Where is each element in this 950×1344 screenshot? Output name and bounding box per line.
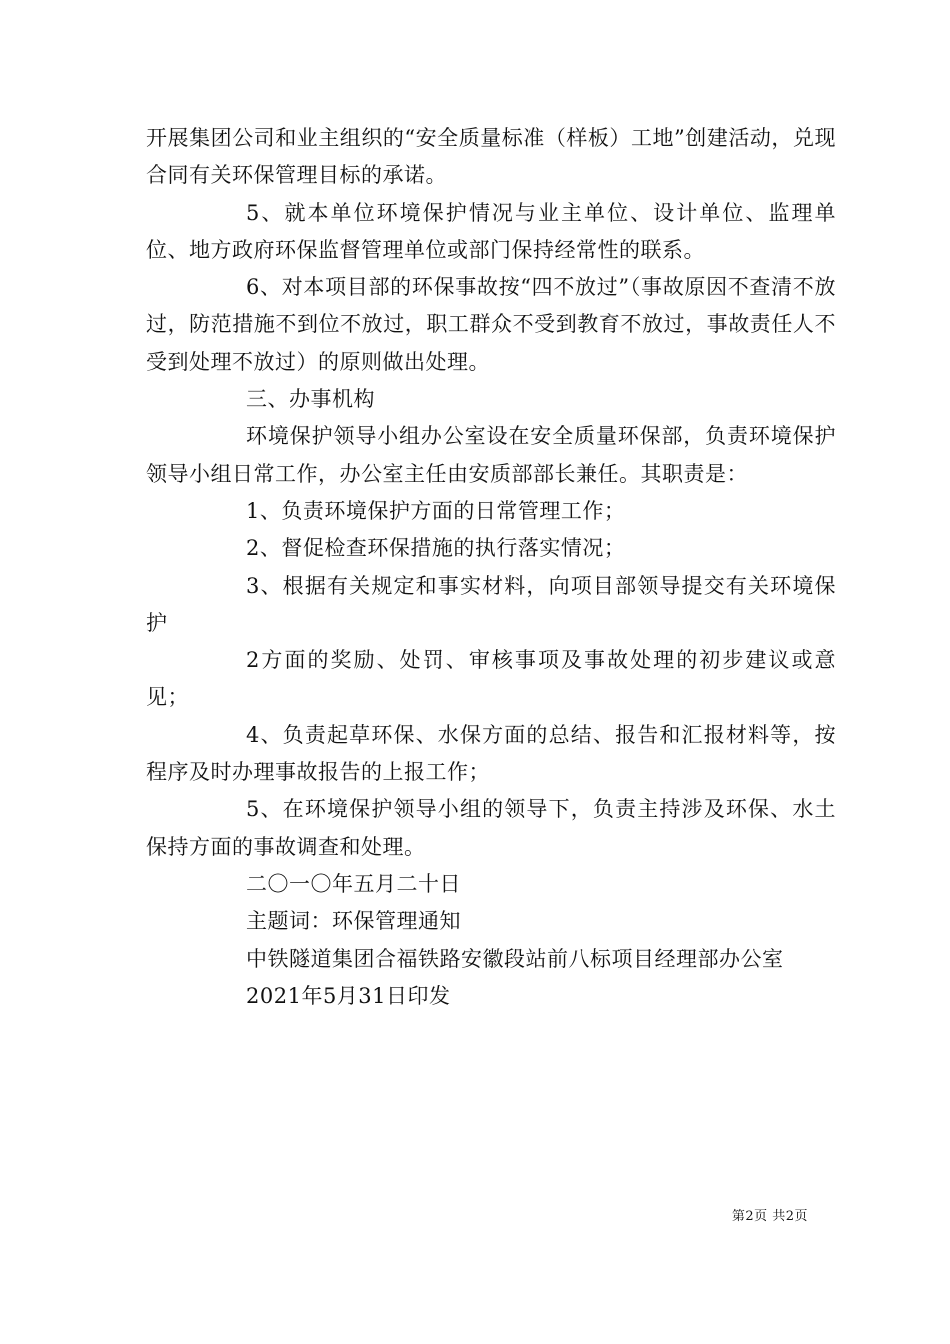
paragraph-1: 5、就本单位环境保护情况与业主单位、设计单位、监理单位、地方政府环保监督管理单位或部门保持经常性的联系。 bbox=[146, 200, 836, 262]
section-heading-office: 三、办事机构 bbox=[246, 387, 375, 412]
document-body bbox=[146, 120, 836, 1015]
date-line: 二〇一〇年五月二十日 bbox=[246, 871, 461, 896]
issuing-office: 中铁隧道集团合福铁路安徽段站前八标项目经理部办公室 bbox=[246, 946, 784, 971]
duty-item-3-continued: 2方面的奖励、处罚、审核事项及事故处理的初步建议或意见； bbox=[146, 648, 836, 710]
subject-line: 主题词：环保管理通知 bbox=[246, 909, 461, 934]
duty-item-5: 5、在环境保护领导小组的领导下，负责主持涉及环保、水土保持方面的事故调查和处理。 bbox=[146, 797, 836, 859]
duty-item-2: 2、督促检查环保措施的执行落实情况； bbox=[246, 536, 626, 561]
paragraph-2: 6、对本项目部的环保事故按“四不放过”（事故原因不查清不放过，防范措施不到位不放过，职工群众不受到教育不放过，事故责任人不受到处理不放过）的原则做出处理。 bbox=[146, 275, 836, 374]
page-number: 第2页 共2页 bbox=[731, 1209, 808, 1224]
duty-item-1: 1、负责环境保护方面的日常管理工作； bbox=[246, 498, 626, 523]
duty-item-4: 4、负责起草环保、水保方面的总结、报告和汇报材料等，按程序及时办理事故报告的上报工作； bbox=[146, 722, 836, 785]
print-date: 2021年5月31日印发 bbox=[246, 983, 451, 1008]
paragraph-0: 开展集团公司和业主组织的“安全质量标准（样板）工地”创建活动，兑现合同有关环保管理目标的承诺。 bbox=[146, 126, 836, 188]
paragraph-4: 环境保护领导小组办公室设在安全质量环保部，负责环境保护领导小组日常工作，办公室主任由安质部部长兼任。其职责是： bbox=[146, 424, 836, 486]
duty-item-3: 3、根据有关规定和事实材料，向项目部领导提交有关环境保护 bbox=[146, 573, 836, 635]
